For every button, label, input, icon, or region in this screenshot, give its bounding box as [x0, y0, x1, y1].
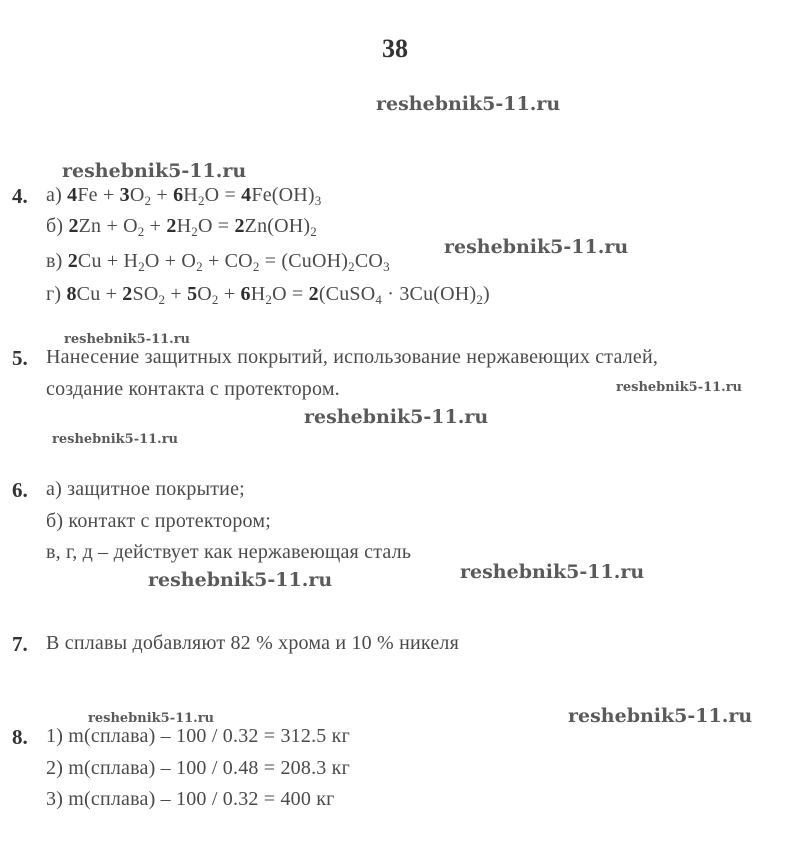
calculation-line: 1) m(сплава) – 100 / 0.32 = 312.5 кг — [46, 725, 350, 747]
answer-text: Нанесение защитных покрытий, использование нержавеющих сталей, — [46, 346, 659, 368]
watermark: reshebnik5-11.ru — [616, 380, 743, 395]
task-number: 8. — [12, 725, 28, 749]
equation-g: г) $8Cu + 2SO_2 + 5O_2 + 6H_2O$ = 2(CuSO$_4$ · $3Cu(OH)_2$) — [46, 283, 490, 307]
answer-text: В сплавы добавляют 82 % хрома и 10 % никеля — [46, 632, 459, 654]
watermark: reshebnik5-11.ru — [64, 332, 191, 347]
task-number: 4. — [12, 184, 28, 208]
watermark: reshebnik5-11.ru — [460, 561, 645, 583]
equation-a: а) $4Fe + 3O_2 + 6H_2O = 4Fe(OH)_3$ — [46, 184, 322, 208]
watermark: reshebnik5-11.ru — [88, 711, 215, 726]
equation-v: в) $2Cu + H_2O + O_2 + CO_2$ = $(CuOH)_2CO_3$ — [46, 250, 390, 274]
answer-text: в, г, д – действует как нержавеющая сталь — [46, 541, 412, 563]
answer-text: а) защитное покрытие; — [46, 478, 245, 500]
calculation-line: 3) m(сплава) – 100 / 0.32 = 400 кг — [46, 788, 335, 810]
task-number: 6. — [12, 478, 28, 502]
watermark: reshebnik5-11.ru — [62, 160, 247, 182]
answer-text: создание контакта с протектором. — [46, 378, 340, 400]
equation-b: б) $2Zn + O_2 + 2H_2O = 2Zn(OH)_2$ — [46, 215, 317, 239]
watermark: reshebnik5-11.ru — [148, 569, 333, 591]
page-number: 38 — [382, 34, 408, 63]
watermark: reshebnik5-11.ru — [376, 93, 561, 115]
watermark: reshebnik5-11.ru — [304, 406, 489, 428]
answer-text: б) контакт с протектором; — [46, 510, 271, 532]
calculation-line: 2) m(сплава) – 100 / 0.48 = 208.3 кг — [46, 757, 350, 779]
task-number: 5. — [12, 346, 28, 370]
task-number: 7. — [12, 632, 28, 656]
watermark: reshebnik5-11.ru — [52, 432, 179, 447]
watermark: reshebnik5-11.ru — [444, 236, 629, 258]
watermark: reshebnik5-11.ru — [568, 705, 753, 727]
